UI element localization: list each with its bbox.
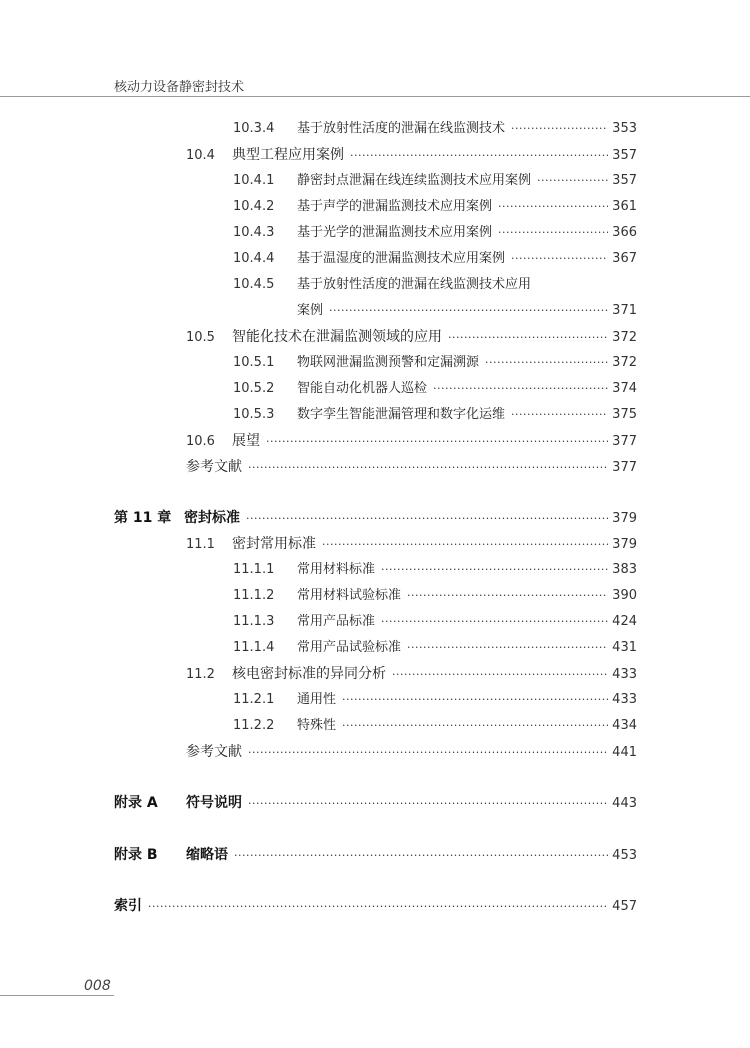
toc-entry-page: 441 — [612, 745, 637, 760]
toc-entry-title: 常用产品标准 — [297, 614, 376, 629]
toc-entry-page: 371 — [612, 303, 637, 318]
toc-entry-page: 357 — [612, 148, 637, 163]
toc-entry-page: 433 — [612, 692, 637, 707]
toc-entry-title: 案例 — [297, 303, 324, 318]
toc-entry-page: 357 — [612, 173, 637, 188]
dot-leader — [511, 248, 608, 270]
toc-entry — [233, 715, 637, 737]
book-title: 核动力设备静密封技术 — [114, 80, 245, 95]
toc-entry-title: 缩略语 — [186, 847, 228, 863]
toc-entry-title: 基于放射性活度的泄漏在线监测技术应用 — [297, 277, 532, 292]
dot-leader — [511, 404, 608, 426]
toc-entry-title: 智能自动化机器人巡检 — [297, 381, 428, 396]
toc-entry-page: 377 — [612, 434, 637, 449]
toc-entry-number: 11.2.1 — [233, 692, 275, 707]
toc-entry-page: 457 — [612, 899, 637, 914]
toc-entry — [114, 507, 637, 529]
toc-entry — [233, 559, 637, 581]
toc-entry — [186, 533, 637, 555]
running-header — [0, 0, 750, 96]
toc-entry — [233, 222, 637, 244]
toc-entry-title: 典型工程应用案例 — [232, 147, 344, 163]
toc-entry-page: 367 — [612, 251, 637, 266]
toc-entry-number: 11.1.3 — [233, 614, 275, 629]
toc-entry-number: 第 11 章 — [114, 510, 172, 526]
dot-leader — [498, 196, 608, 218]
toc-entry-title: 密封标准 — [184, 510, 240, 526]
toc-entry — [233, 170, 637, 192]
toc-entry-title: 特殊性 — [297, 718, 337, 733]
toc-entry-page: 453 — [612, 848, 637, 863]
toc-entry — [233, 585, 637, 607]
dot-leader — [433, 378, 608, 400]
dot-leader — [350, 145, 608, 167]
toc-entry — [233, 378, 637, 400]
dot-leader — [407, 637, 608, 659]
toc-entry — [233, 300, 637, 322]
dot-leader — [342, 715, 608, 737]
page-number: 008 — [84, 978, 111, 994]
toc-entry-title: 常用材料试验标准 — [297, 588, 402, 603]
toc-entry-title: 通用性 — [297, 692, 337, 707]
toc-entry — [186, 741, 637, 763]
toc-entry — [114, 844, 637, 866]
toc-entry-title: 基于温湿度的泄漏监测技术应用案例 — [297, 251, 506, 266]
toc-entry-page: 431 — [612, 640, 637, 655]
toc-entry — [233, 196, 637, 218]
toc-entry-page: 361 — [612, 199, 637, 214]
toc-entry-title: 参考文献 — [186, 459, 242, 475]
toc-entry-number: 10.4 — [186, 148, 215, 163]
dot-leader — [448, 327, 608, 349]
toc-entry-number: 附录 B — [114, 847, 158, 863]
toc-entry-page: 366 — [612, 225, 637, 240]
toc-entry-title: 智能化技术在泄漏监测领域的应用 — [232, 329, 442, 345]
toc-entry-title: 密封常用标准 — [232, 536, 316, 552]
toc-entry — [233, 404, 637, 426]
toc-entry-title: 符号说明 — [186, 795, 242, 811]
toc-entry — [233, 274, 637, 296]
toc-entry — [233, 611, 637, 633]
dot-leader — [498, 222, 608, 244]
dot-leader — [248, 793, 608, 815]
toc-entry — [233, 118, 637, 140]
toc-entry-page: 424 — [612, 614, 637, 629]
toc-entry — [186, 326, 637, 348]
toc-entry-number: 10.4.1 — [233, 173, 275, 188]
toc-entry-number: 10.5.2 — [233, 381, 275, 396]
toc-entry-page: 390 — [612, 588, 637, 603]
toc-entry — [114, 792, 637, 814]
toc-entry-number: 10.5 — [186, 330, 215, 345]
toc-entry-number: 10.5.3 — [233, 407, 275, 422]
toc-entry-page: 375 — [612, 407, 637, 422]
toc-entry-number: 10.4.3 — [233, 225, 275, 240]
dot-leader — [342, 689, 608, 711]
dot-leader — [407, 585, 608, 607]
toc-entry — [233, 352, 637, 374]
dot-leader — [392, 664, 608, 686]
toc-entry-number: 10.5.1 — [233, 355, 275, 370]
toc-entry-page: 353 — [612, 121, 637, 136]
toc-entry-page: 433 — [612, 667, 637, 682]
toc-entry-title: 物联网泄漏监测预警和定漏溯源 — [297, 355, 480, 370]
toc-entry-number: 11.1.4 — [233, 640, 275, 655]
toc-entry — [114, 895, 637, 917]
toc-entry-title: 数字孪生智能泄漏管理和数字化运维 — [297, 407, 506, 422]
dot-leader — [148, 896, 608, 918]
toc-entry-page: 372 — [612, 355, 637, 370]
toc-entry-number: 10.3.4 — [233, 121, 275, 136]
toc-entry-title: 基于放射性活度的泄漏在线监测技术 — [297, 121, 506, 136]
toc-entry-number: 11.1.2 — [233, 588, 275, 603]
toc-entry — [186, 663, 637, 685]
dot-leader — [266, 431, 608, 453]
toc-entry-number: 附录 A — [114, 795, 158, 811]
toc-entry-title: 展望 — [232, 433, 260, 449]
toc-entry-page: 443 — [612, 796, 637, 811]
toc-entry-title: 静密封点泄漏在线连续监测技术应用案例 — [297, 173, 532, 188]
dot-leader — [329, 300, 608, 322]
toc-entry-number: 10.6 — [186, 434, 215, 449]
toc-entry-title: 常用材料标准 — [297, 562, 376, 577]
toc-entry-number: 11.1.1 — [233, 562, 275, 577]
toc-entry — [233, 248, 637, 270]
dot-leader — [248, 742, 608, 764]
toc-entry — [233, 637, 637, 659]
toc-entry-page: 379 — [612, 511, 637, 526]
dot-leader — [248, 457, 608, 479]
toc-entry — [186, 430, 637, 452]
toc-entry-number: 11.2 — [186, 667, 215, 682]
toc-entry — [186, 144, 637, 166]
toc-entry-title: 基于声学的泄漏监测技术应用案例 — [297, 199, 493, 214]
toc-entry-number: 10.4.4 — [233, 251, 275, 266]
toc-entry — [233, 689, 637, 711]
dot-leader — [234, 845, 608, 867]
toc-entry-page: 434 — [612, 718, 637, 733]
dot-leader — [322, 534, 608, 556]
dot-leader — [485, 352, 608, 374]
toc-entry-page: 374 — [612, 381, 637, 396]
header-rule — [0, 96, 750, 97]
dot-leader — [381, 611, 608, 633]
toc-entry-title: 索引 — [114, 898, 142, 914]
toc-entry-page: 377 — [612, 460, 637, 475]
dot-leader — [246, 508, 608, 530]
toc-entry-number: 10.4.2 — [233, 199, 275, 214]
toc-entry-number: 11.2.2 — [233, 718, 275, 733]
dot-leader — [511, 118, 608, 140]
toc-entry-title: 常用产品试验标准 — [297, 640, 402, 655]
toc-entry-page: 383 — [612, 562, 637, 577]
toc-entry-number: 10.4.5 — [233, 277, 275, 292]
toc-entry-title: 核电密封标准的异同分析 — [232, 666, 386, 682]
dot-leader — [381, 559, 608, 581]
dot-leader — [537, 170, 608, 192]
toc-entry-number: 11.1 — [186, 537, 215, 552]
toc-entry-title: 参考文献 — [186, 744, 242, 760]
toc-entry-title: 基于光学的泄漏监测技术应用案例 — [297, 225, 493, 240]
toc-entry-page: 379 — [612, 537, 637, 552]
toc-entry — [186, 456, 637, 478]
footer-rule — [0, 995, 114, 996]
toc-entry-page: 372 — [612, 330, 637, 345]
